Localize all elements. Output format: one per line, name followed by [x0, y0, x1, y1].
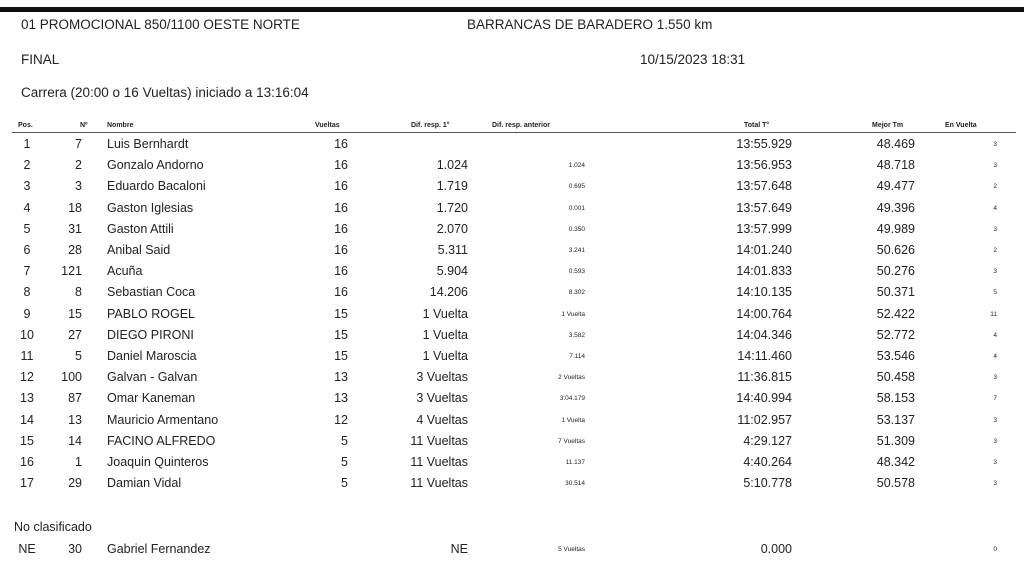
- cell-total: 13:57.648: [736, 179, 792, 194]
- cell-name: Acuña: [107, 264, 143, 279]
- cell-num: 3: [75, 179, 82, 194]
- col-on-lap: En Vuelta: [945, 122, 977, 129]
- cell-dif-first: 1.719: [436, 179, 468, 194]
- cell-dif-prev: 30.514: [565, 480, 585, 488]
- cell-best: 52.772: [876, 327, 915, 342]
- cell-laps: 12: [334, 412, 348, 427]
- cell-num: 28: [68, 243, 82, 257]
- table-row: [0, 262, 1024, 283]
- cell-dif-prev: 11.137: [565, 459, 585, 466]
- cell-total: 0.000: [760, 542, 792, 556]
- cell-pos: 14: [20, 412, 34, 427]
- cell-pos: 16: [20, 455, 34, 469]
- cell-dif-prev: 7 Vueltas: [558, 437, 585, 445]
- cell-name: Joaquin Quinteros: [107, 455, 209, 469]
- cell-pos: 9: [23, 306, 31, 321]
- cell-dif-prev: 0.695: [568, 183, 585, 191]
- cell-dif-first: 11 Vueltas: [410, 433, 468, 448]
- cell-name: DIEGO PIRONI: [107, 327, 194, 342]
- cell-best: 51.309: [876, 433, 915, 448]
- cell-laps: 16: [334, 200, 348, 215]
- col-name: Nombre: [107, 122, 134, 129]
- cell-dif-prev: 0.001: [568, 204, 585, 212]
- cell-num: 27: [68, 327, 82, 342]
- table-row: [0, 368, 1024, 389]
- cell-dif-prev: 5 Vueltas: [558, 546, 585, 553]
- table-row: [0, 241, 1024, 262]
- cell-dif-first: 2.070: [436, 221, 468, 236]
- cell-total: 14:00.764: [736, 306, 792, 321]
- cell-total: 11:02.957: [737, 412, 792, 427]
- table-row: [0, 326, 1024, 347]
- cell-laps: 15: [334, 306, 348, 321]
- table-row: [0, 347, 1024, 368]
- col-pos: Pos.: [18, 122, 33, 129]
- cell-dif-first: 1.720: [436, 200, 468, 215]
- table-row: [0, 540, 1024, 561]
- col-best: Mejor Tm: [872, 122, 904, 129]
- cell-best: 49.396: [876, 200, 915, 215]
- cell-laps: 5: [341, 433, 348, 448]
- table-row: [0, 220, 1024, 241]
- cell-dif-first: 5.904: [436, 264, 468, 279]
- cell-pos: 2: [23, 158, 31, 173]
- cell-dif-prev: 1 Vuelta: [561, 310, 585, 318]
- cell-laps: 16: [334, 137, 348, 151]
- not-classified-label: No clasificado: [14, 520, 92, 534]
- cell-best: 49.989: [876, 221, 915, 236]
- cell-num: 100: [61, 370, 82, 385]
- cell-dif-prev: 3.241: [568, 247, 585, 254]
- cell-laps: 16: [334, 264, 348, 279]
- table-row: [0, 135, 1024, 156]
- cell-total: 14:10.135: [736, 285, 792, 300]
- cell-on-lap: 5: [993, 289, 997, 297]
- cell-dif-first: 1 Vuelta: [422, 349, 468, 363]
- cell-dif-prev: 1.024: [568, 162, 585, 170]
- cell-on-lap: 0: [993, 546, 997, 553]
- cell-on-lap: 3: [993, 225, 997, 233]
- cell-num: 31: [68, 221, 82, 236]
- cell-dif-prev: 0.350: [568, 225, 585, 233]
- col-dif-prev: Dif. resp. anterior: [492, 122, 550, 129]
- cell-laps: 16: [334, 158, 348, 173]
- cell-pos: 8: [23, 285, 31, 300]
- cell-num: 18: [68, 200, 82, 215]
- category-title: 01 PROMOCIONAL 850/1100 OESTE NORTE: [21, 17, 300, 32]
- cell-on-lap: 3: [993, 374, 997, 382]
- cell-pos: 7: [23, 264, 31, 279]
- cell-on-lap: 7: [993, 395, 997, 403]
- cell-num: 14: [68, 433, 82, 448]
- cell-laps: 16: [334, 285, 348, 300]
- cell-dif-prev: 7.114: [569, 353, 585, 360]
- cell-best: 58.153: [876, 391, 915, 406]
- cell-name: Galvan - Galvan: [107, 370, 198, 385]
- cell-num: 29: [68, 476, 82, 491]
- cell-name: Gabriel Fernandez: [107, 542, 211, 556]
- cell-pos: 4: [23, 200, 31, 215]
- cell-laps: 16: [334, 179, 348, 194]
- cell-dif-first: 11 Vueltas: [410, 476, 468, 491]
- cell-laps: 13: [334, 370, 348, 385]
- cell-total: 4:29.127: [743, 433, 792, 448]
- cell-pos: 3: [23, 179, 31, 194]
- cell-dif-first: 1.024: [436, 158, 468, 173]
- cell-dif-first: 1 Vuelta: [422, 306, 468, 321]
- cell-on-lap: 3: [993, 268, 997, 276]
- cell-total: 13:57.999: [736, 221, 792, 236]
- table-row: [0, 474, 1024, 495]
- cell-best: 50.458: [876, 370, 915, 385]
- cell-dif-first: 3 Vueltas: [416, 391, 468, 406]
- cell-name: Daniel Maroscia: [107, 349, 197, 363]
- cell-pos: 10: [20, 327, 34, 342]
- cell-dif-first: 3 Vueltas: [416, 370, 468, 385]
- track-title: BARRANCAS DE BARADERO 1.550 km: [467, 17, 713, 32]
- cell-total: 13:56.953: [736, 158, 792, 173]
- cell-dif-first: 4 Vueltas: [416, 412, 468, 427]
- cell-dif-first: 14.206: [429, 285, 468, 300]
- cell-best: 49.477: [876, 179, 915, 194]
- cell-dif-prev: 2 Vueltas: [558, 374, 585, 382]
- cell-total: 13:57.649: [736, 200, 792, 215]
- cell-name: Gaston Iglesias: [107, 200, 194, 215]
- cell-best: 48.342: [876, 455, 915, 469]
- cell-on-lap: 2: [993, 247, 997, 254]
- col-laps: Vueltas: [315, 122, 340, 129]
- cell-num: 121: [61, 264, 82, 279]
- cell-total: 13:55.929: [736, 137, 792, 151]
- cell-best: 48.469: [876, 137, 915, 151]
- cell-name: Damian Vidal: [107, 476, 182, 491]
- col-total: Total T°: [744, 122, 770, 129]
- cell-laps: 5: [341, 455, 348, 469]
- table-row: [0, 177, 1024, 198]
- cell-name: FACINO ALFREDO: [107, 433, 216, 448]
- col-num: Nº: [80, 122, 88, 129]
- cell-pos: 1: [23, 137, 31, 151]
- cell-name: Mauricio Armentano: [107, 412, 219, 427]
- cell-pos: 5: [23, 221, 31, 236]
- cell-dif-prev: 1 Vuelta: [561, 416, 585, 424]
- cell-dif-first: 5.311: [437, 243, 468, 257]
- cell-num: 7: [75, 137, 82, 151]
- cell-num: 1: [75, 455, 82, 469]
- cell-total: 14:40.994: [736, 391, 792, 406]
- cell-total: 5:10.778: [743, 476, 792, 491]
- report-datetime: 10/15/2023 18:31: [640, 52, 746, 67]
- cell-laps: 16: [334, 221, 348, 236]
- cell-pos: NE: [18, 542, 36, 556]
- cell-best: 53.137: [876, 412, 915, 427]
- table-row: [0, 411, 1024, 432]
- cell-total: 14:11.460: [737, 349, 792, 363]
- table-row: [0, 389, 1024, 410]
- cell-on-lap: 3: [993, 437, 997, 445]
- cell-name: Eduardo Bacaloni: [107, 179, 206, 194]
- table-row: [0, 305, 1024, 326]
- cell-on-lap: 3: [993, 480, 997, 488]
- table-row: [0, 156, 1024, 177]
- cell-laps: 5: [341, 476, 348, 491]
- cell-num: 87: [68, 391, 82, 406]
- race-info: Carrera (20:00 o 16 Vueltas) iniciado a 13:16:04: [21, 85, 309, 100]
- cell-num: 5: [75, 349, 82, 363]
- cell-dif-prev: 3:04.179: [559, 395, 585, 403]
- cell-dif-prev: 8.302: [568, 289, 585, 297]
- cell-total: 14:04.346: [736, 327, 792, 342]
- table-row: [0, 199, 1024, 220]
- cell-name: Sebastian Coca: [107, 285, 196, 300]
- cell-pos: 6: [23, 243, 31, 257]
- cell-pos: 17: [20, 476, 34, 491]
- cell-dif-prev: 3.582: [568, 331, 585, 339]
- session-label: FINAL: [21, 52, 60, 67]
- cell-best: 53.546: [876, 349, 915, 363]
- header-divider: [12, 132, 1016, 133]
- cell-best: 50.626: [876, 243, 915, 257]
- cell-num: 13: [68, 412, 82, 427]
- cell-name: Anibal Said: [107, 243, 171, 257]
- cell-name: Omar Kaneman: [107, 391, 196, 406]
- cell-best: 50.276: [876, 264, 915, 279]
- cell-on-lap: 3: [993, 141, 997, 148]
- cell-dif-first: 11 Vueltas: [410, 455, 468, 469]
- cell-total: 14:01.833: [736, 264, 792, 279]
- cell-laps: 15: [334, 349, 348, 363]
- cell-num: 30: [68, 542, 82, 556]
- cell-on-lap: 4: [993, 353, 997, 360]
- table-row: [0, 283, 1024, 304]
- cell-best: 50.578: [876, 476, 915, 491]
- cell-total: 11:36.815: [737, 370, 792, 385]
- cell-laps: 13: [334, 391, 348, 406]
- cell-best: 50.371: [876, 285, 915, 300]
- cell-on-lap: 2: [993, 183, 997, 191]
- col-dif-first: Dif. resp. 1°: [411, 122, 450, 129]
- cell-best: 48.718: [876, 158, 915, 173]
- cell-name: Luis Bernhardt: [107, 137, 189, 151]
- cell-name: Gaston Attili: [107, 221, 174, 236]
- cell-num: 15: [68, 306, 82, 321]
- table-row: [0, 432, 1024, 453]
- cell-name: PABLO ROGEL: [107, 306, 195, 321]
- cell-laps: 15: [334, 327, 348, 342]
- cell-best: 52.422: [876, 306, 915, 321]
- cell-num: 8: [75, 285, 82, 300]
- cell-laps: 16: [334, 243, 348, 257]
- cell-on-lap: 3: [993, 459, 997, 466]
- cell-dif-first: NE: [450, 542, 468, 556]
- cell-dif-first: 1 Vuelta: [422, 327, 468, 342]
- cell-pos: 13: [20, 391, 34, 406]
- cell-on-lap: 4: [993, 204, 997, 212]
- table-row: [0, 453, 1024, 474]
- cell-pos: 11: [20, 349, 34, 363]
- cell-pos: 12: [20, 370, 34, 385]
- cell-num: 2: [75, 158, 82, 173]
- cell-name: Gonzalo Andorno: [107, 158, 204, 173]
- cell-on-lap: 4: [993, 331, 997, 339]
- cell-total: 4:40.264: [743, 455, 792, 469]
- cell-on-lap: 3: [993, 162, 997, 170]
- cell-on-lap: 11: [990, 310, 997, 318]
- cell-on-lap: 3: [993, 416, 997, 424]
- cell-total: 14:01.240: [736, 243, 792, 257]
- top-rule: [0, 7, 1024, 12]
- cell-dif-prev: 0.593: [568, 268, 585, 276]
- cell-pos: 15: [20, 433, 34, 448]
